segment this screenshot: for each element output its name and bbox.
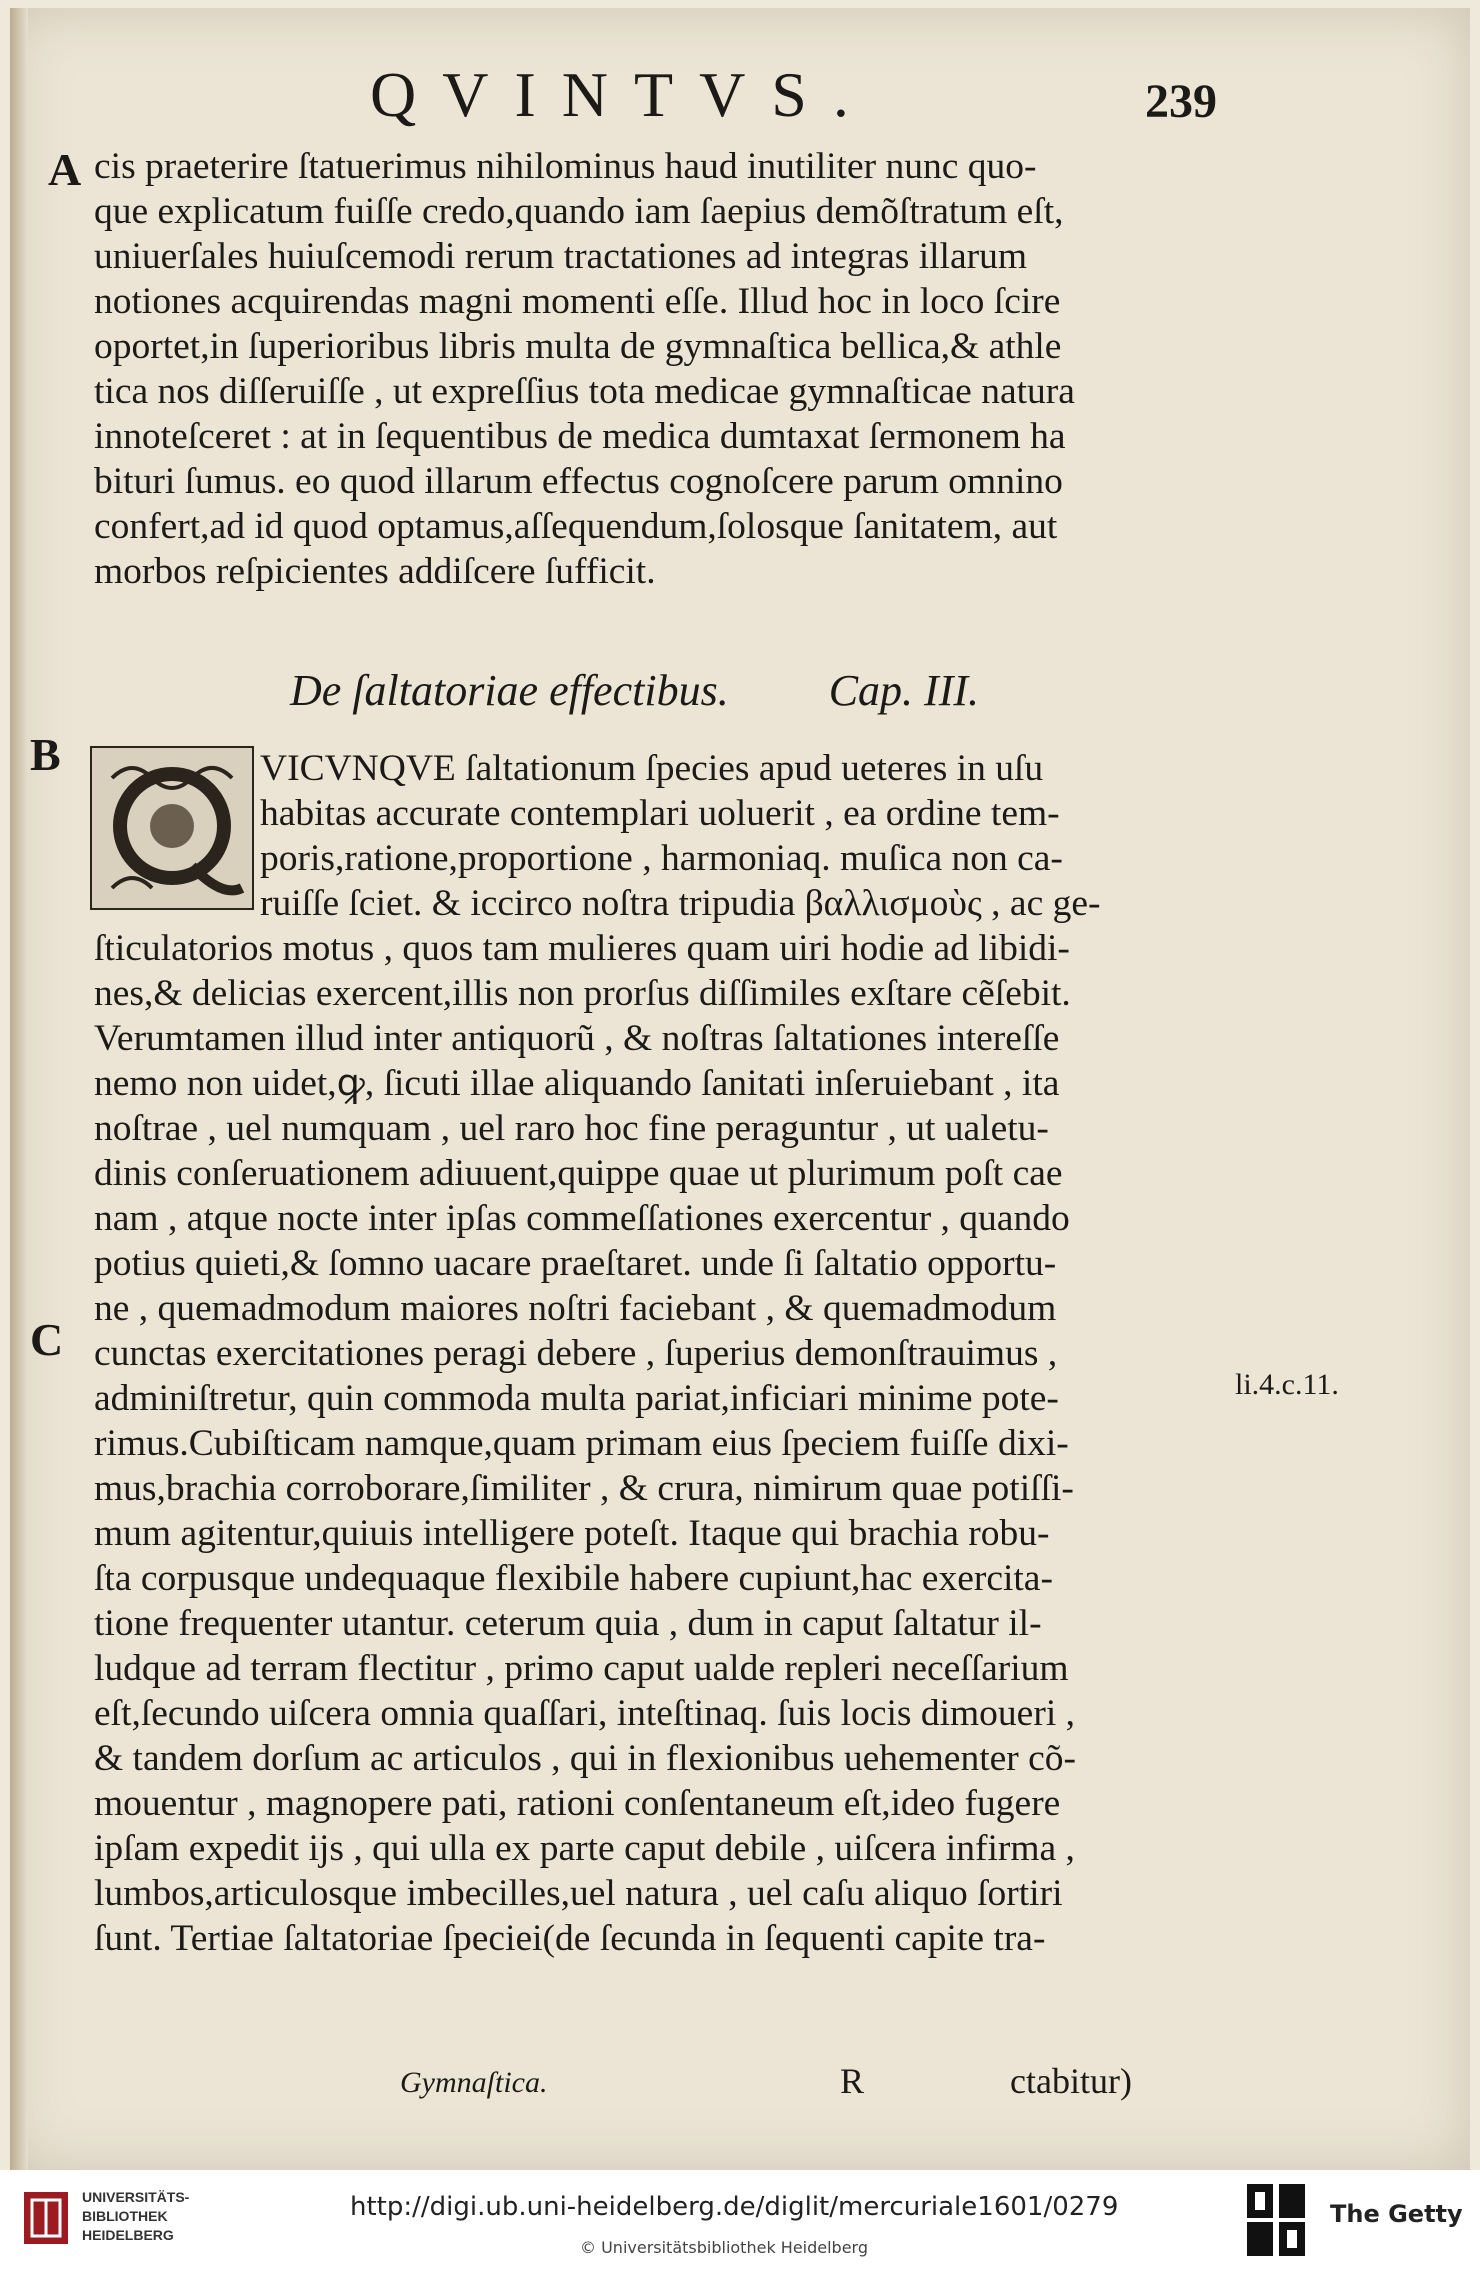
text-line: VICVNQVE ſaltationum ſpecies apud ueteres in uſu — [260, 748, 1044, 789]
text-line: habitas accurate contemplari uoluerit , ea ordine tem- — [260, 793, 1060, 834]
paragraph-1 — [94, 144, 1234, 594]
text-line: ludque ad terram flectitur , primo caput ualde repleri neceſſarium — [94, 1648, 1069, 1689]
footer-bar — [0, 2170, 1480, 2271]
text-line: mouentur , magnopere pati, rationi conſentaneum eſt,ideo fugere — [94, 1783, 1061, 1824]
margin-letter-b: B — [30, 729, 61, 780]
text-line: cunctas exercitationes peragi debere , ſuperius demonſtrauimus , — [94, 1333, 1058, 1374]
text-line: potius quieti,& ſomno uacare praeſtaret. unde ſi ſaltatio opportu- — [94, 1243, 1057, 1284]
text-line: ne , quemadmodum maiores noſtri faciebant , & quemadmodum — [94, 1288, 1057, 1329]
text-line: Verumtamen illud inter antiquorũ , & noſtras ſaltationes intereſſe — [94, 1018, 1060, 1059]
getty-logo-icon — [1245, 2182, 1307, 2258]
text-line: ruiſſe ſciet. & iccirco noſtra tripudia βαλλισμοὺς , ac ge- — [260, 883, 1101, 924]
chapter-heading — [290, 665, 979, 716]
university-name: UNIVERSITÄTS- BIBLIOTHEK HEIDELBERG — [82, 2189, 190, 2243]
chapter-number: Cap. III. — [828, 666, 980, 715]
text-line: que explicatum fuiſſe credo,quando iam ſaepius demõſtratum eſt, — [94, 191, 1064, 232]
text-line: ſticulatorios motus , quos tam mulieres quam uiri hodie ad libidi- — [94, 928, 1070, 969]
text-line: lumbos,articulosque imbecilles,uel natura , uel caſu aliquo ſortiri — [94, 1873, 1063, 1914]
signature-letter: R — [840, 2061, 865, 2101]
copyright-notice: © Universitätsbibliothek Heidelberg — [580, 2238, 869, 2257]
paragraph-2-indented — [260, 746, 1235, 926]
text-line: tione frequenter utantur. ceterum quia , dum in caput ſaltatur il- — [94, 1603, 1042, 1644]
text-line: tica nos diſſeruiſſe , ut expreſſius tota medicae gymnaſticae natura — [94, 371, 1075, 412]
text-line: morbos reſpicientes addiſcere ſufficit. — [94, 551, 656, 592]
catchword: ctabitur) — [1010, 2061, 1132, 2101]
text-line: oportet,in ſuperioribus libris multa de gymnaſtica bellica,& athle — [94, 326, 1062, 367]
text-line: mus,brachia corroborare,ſimiliter , & crura, nimirum quae potiſſi- — [94, 1468, 1074, 1509]
page-number: 239 — [1145, 75, 1217, 128]
margin-letter-a: A — [48, 144, 82, 195]
source-url-link[interactable]: http://digi.ub.uni-heidelberg.de/diglit/mercuriale1601/0279 — [350, 2192, 1119, 2222]
text-line: poris,ratione,proportione , harmoniaq. muſica non ca- — [260, 838, 1063, 879]
text-line: notiones acquirendas magni momenti eſſe. Illud hoc in loco ſcire — [94, 281, 1061, 322]
text-line: mum agitentur,quiuis intelligere poteſt. Itaque qui brachia robu- — [94, 1513, 1050, 1554]
text-line: noſtrae , uel numquam , uel raro hoc fine peraguntur , ut ualetu- — [94, 1108, 1049, 1149]
text-line: nes,& delicias exercent,illis non prorſus diſſimiles exſtare cẽſebit. — [94, 973, 1071, 1014]
text-line: adminiſtretur, quin commoda multa pariat,inficiari minime pote- — [94, 1378, 1059, 1419]
text-line: ipſam expedit ijs , qui ulla ex parte caput debile , uiſcera infirma , — [94, 1828, 1075, 1869]
text-line: nam , atque nocte inter ipſas commeſſationes exercentur , quando — [94, 1198, 1070, 1239]
getty-name: The Getty — [1330, 2200, 1463, 2228]
text-line: innoteſceret : at in ſequentibus de medica dumtaxat ſermonem ha — [94, 416, 1066, 457]
text-line: & tandem dorſum ac articulos , qui in flexionibus uehementer cõ- — [94, 1738, 1077, 1779]
text-line: bituri ſumus. eo quod illarum effectus cognoſcere parum omnino — [94, 461, 1063, 502]
chapter-title: De ſaltatoriae effectibus. — [290, 666, 729, 715]
text-line: uniuerſales huiuſcemodi rerum tractationes ad integras illarum — [94, 236, 1028, 277]
text-line: eſt,ſecundo uiſcera omnia quaſſari, inteſtinaq. ſuis locis dimoueri , — [94, 1693, 1075, 1734]
margin-note: li.4.c.11. — [1235, 1368, 1339, 1401]
decorated-initial-q-icon — [90, 746, 254, 910]
paragraph-2 — [94, 926, 1234, 1961]
text-line: ſta corpusque undequaque flexibile habere cupiunt,hac exercita- — [94, 1558, 1053, 1599]
text-line: rimus.Cubiſticam namque,quam primam eius ſpeciem fuiſſe dixi- — [94, 1423, 1069, 1464]
margin-letter-c: C — [30, 1314, 64, 1365]
text-line: ſunt. Tertiae ſaltatoriae ſpeciei(de ſecunda in ſequenti capite tra- — [94, 1918, 1046, 1959]
university-seal-icon — [20, 2188, 72, 2248]
signature-title: Gymnaſtica. — [400, 2066, 548, 2099]
page-spine-shadow — [10, 8, 28, 2170]
book-page — [10, 8, 1470, 2170]
text-line: cis praeterire ſtatuerimus nihilominus haud inutiliter nunc quo- — [94, 146, 1037, 187]
text-line: nemo non uidet,ꝙ, ſicuti illae aliquando ſanitati inſeruiebant , ita — [94, 1063, 1060, 1104]
text-line: dinis conſeruationem adiuuent,quippe quae ut plurimum poſt cae — [94, 1153, 1063, 1194]
text-line: confert,ad id quod optamus,aſſequendum,ſolosque ſanitatem, aut — [94, 506, 1058, 547]
running-head: QVINTVS. — [370, 59, 875, 130]
